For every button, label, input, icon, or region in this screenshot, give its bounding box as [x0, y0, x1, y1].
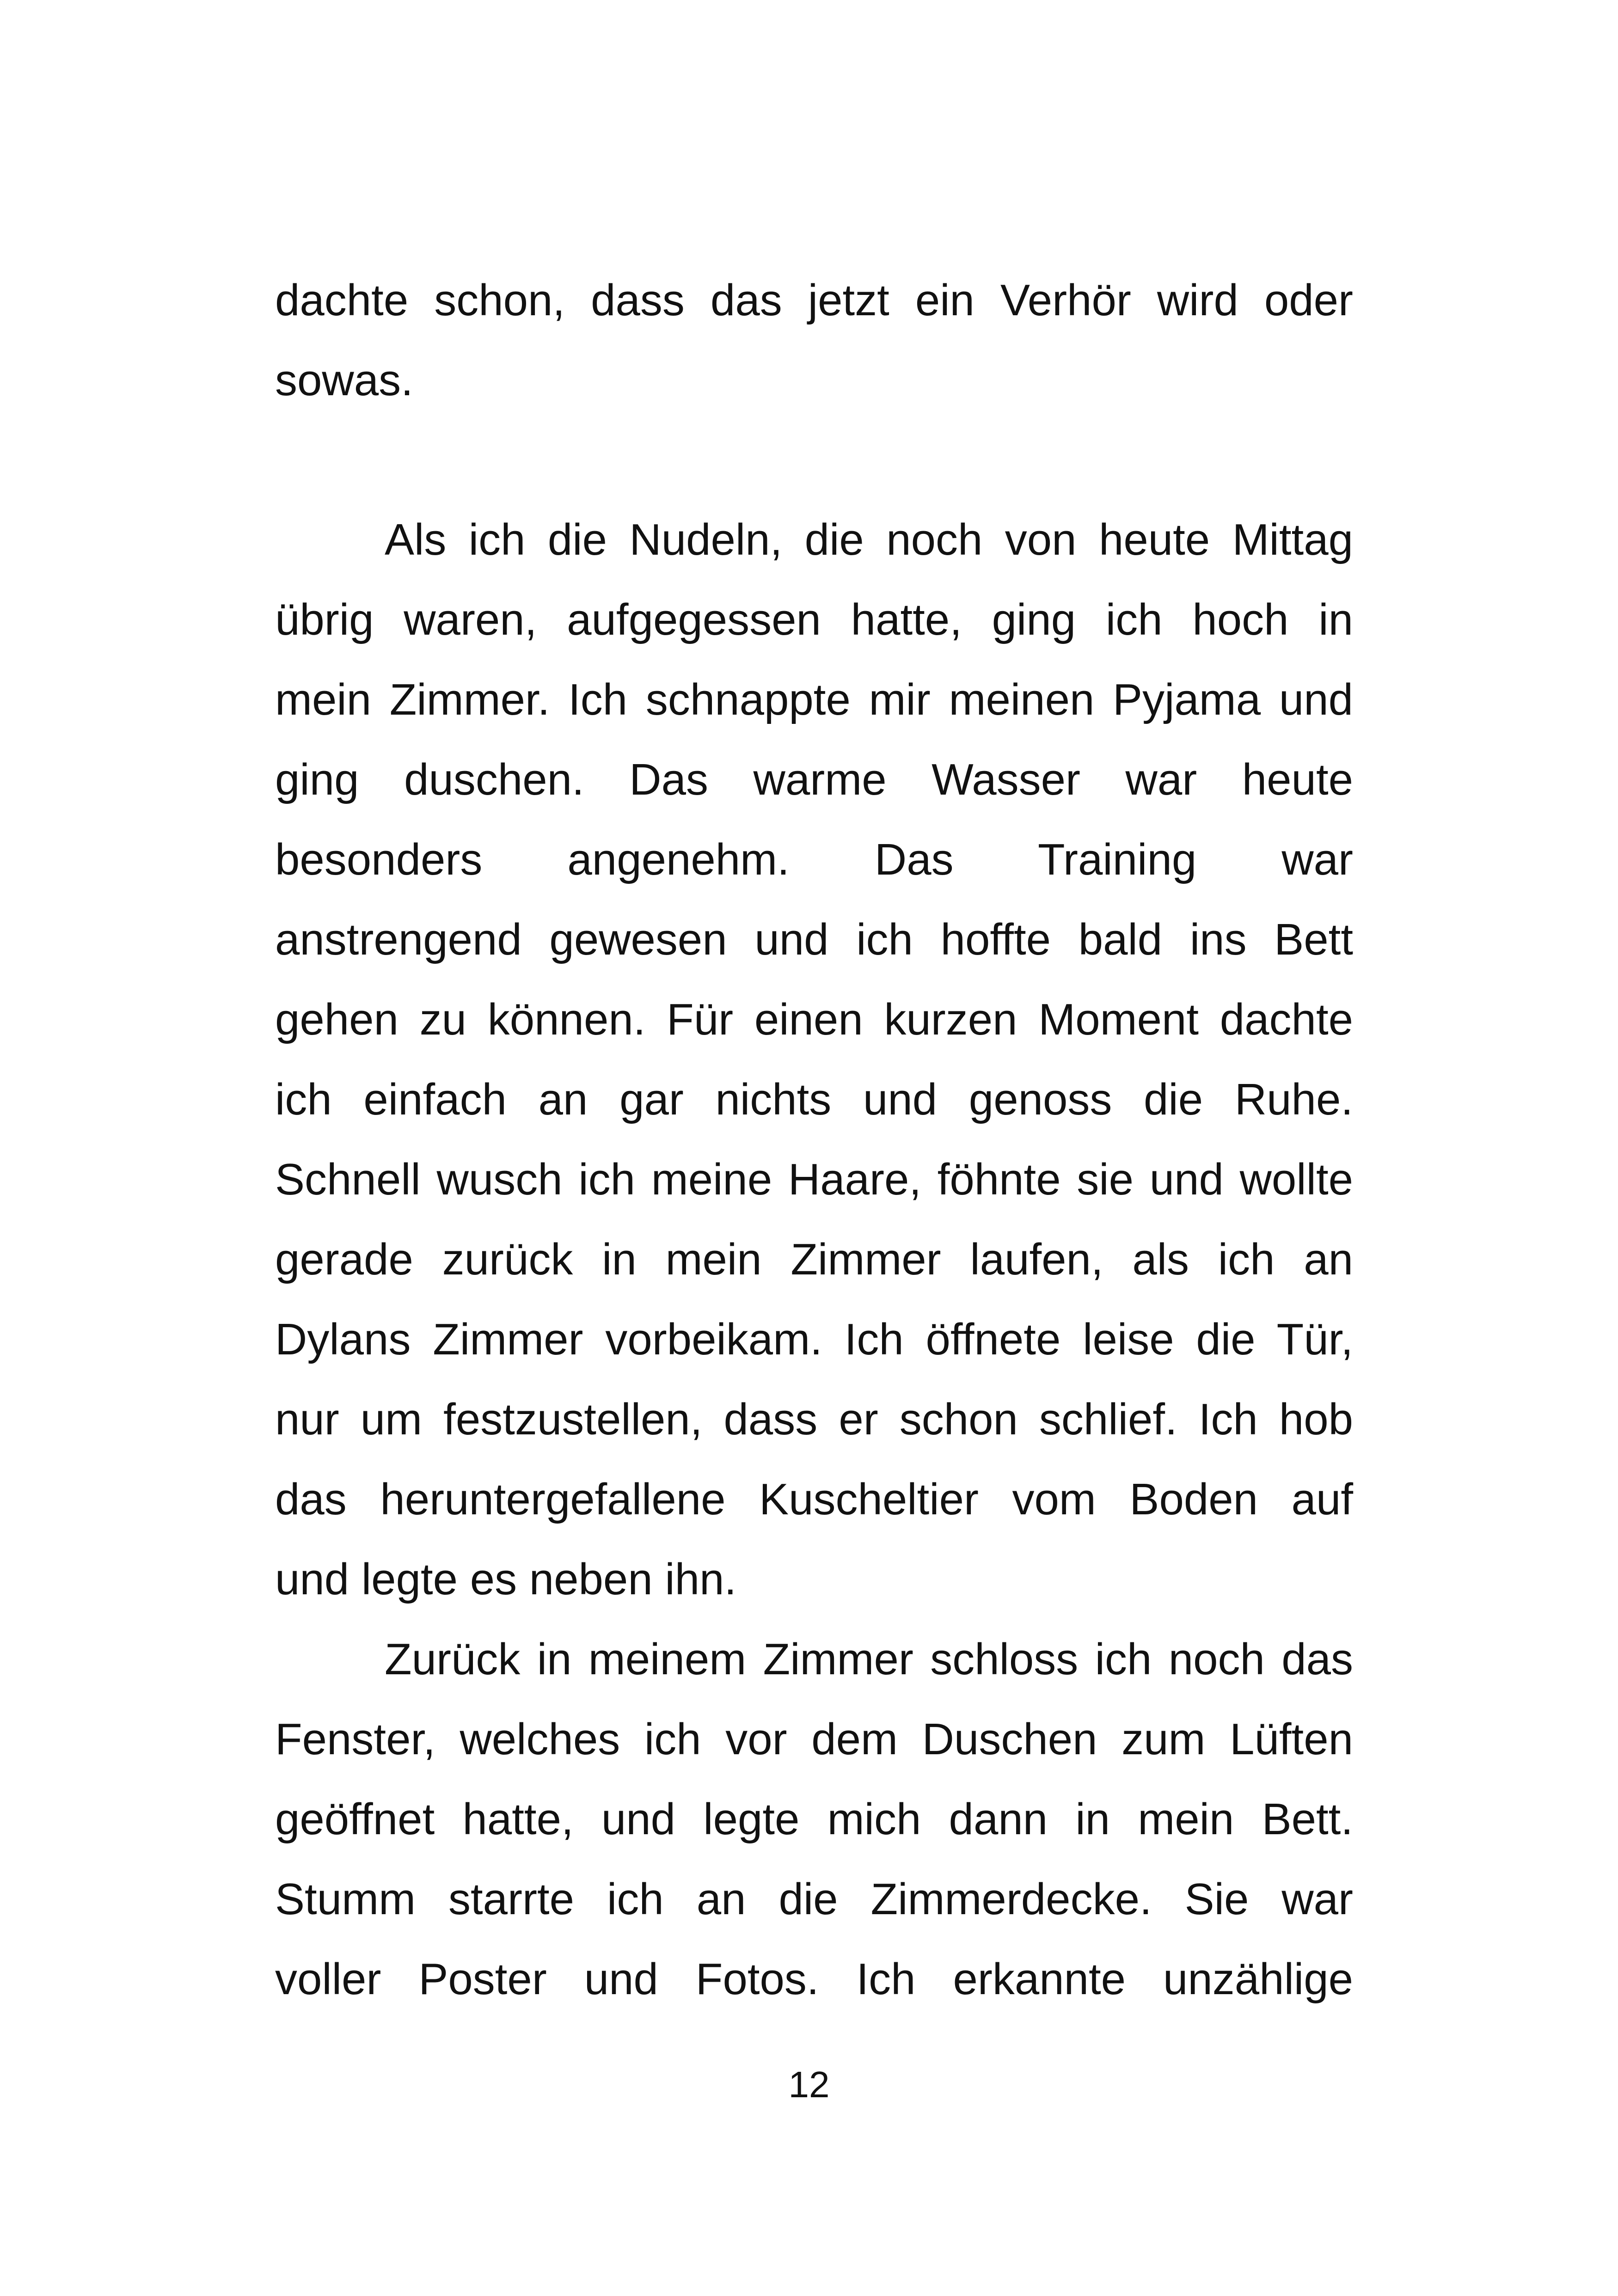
text-line: voller Poster und Fotos. Ich erkannte unzählige [275, 1954, 1353, 2004]
text-line: nur um festzustellen, dass er schon schlief. Ich hob [275, 1395, 1353, 1444]
text-line: Schnell wusch ich meine Haare, föhnte sie und wollte [275, 1155, 1353, 1204]
text-line: mein Zimmer. Ich schnappte mir meinen Pyjama und [275, 675, 1353, 724]
text-line: das heruntergefallene Kuscheltier vom Boden auf [275, 1475, 1353, 1524]
text-line: und legte es neben ihn. [275, 1555, 737, 1604]
text-line: ging duschen. Das warme Wasser war heute [275, 755, 1353, 804]
text-line: geöffnet hatte, und legte mich dann in mein Bett. [275, 1794, 1353, 1844]
text-line: dachte schon, dass das jetzt ein Verhör wird oder [275, 276, 1353, 325]
text-line: Fenster, welches ich vor dem Duschen zum Lüften [275, 1714, 1353, 1764]
text-line: anstrengend gewesen und ich hoffte bald ins Bett [275, 915, 1353, 964]
text-line: Stumm starrte ich an die Zimmerdecke. Sie war [275, 1874, 1353, 1924]
text-line: sowas. [275, 355, 413, 405]
text-line: gehen zu können. Für einen kurzen Moment dachte [275, 995, 1353, 1044]
text-line: besonders angenehm. Das Training war [275, 835, 1353, 884]
text-line: übrig waren, aufgegessen hatte, ging ich hoch in [275, 595, 1353, 644]
text-line: Als ich die Nudeln, die noch von heute Mittag [385, 515, 1353, 564]
text-line: Zurück in meinem Zimmer schloss ich noch das [385, 1635, 1353, 1684]
text-line: gerade zurück in mein Zimmer laufen, als ich an [275, 1235, 1353, 1284]
page-number: 12 [788, 2064, 830, 2105]
text-line: ich einfach an gar nichts und genoss die Ruhe. [275, 1075, 1353, 1124]
text-line: Dylans Zimmer vorbeikam. Ich öffnete leise die Tür, [275, 1315, 1353, 1364]
